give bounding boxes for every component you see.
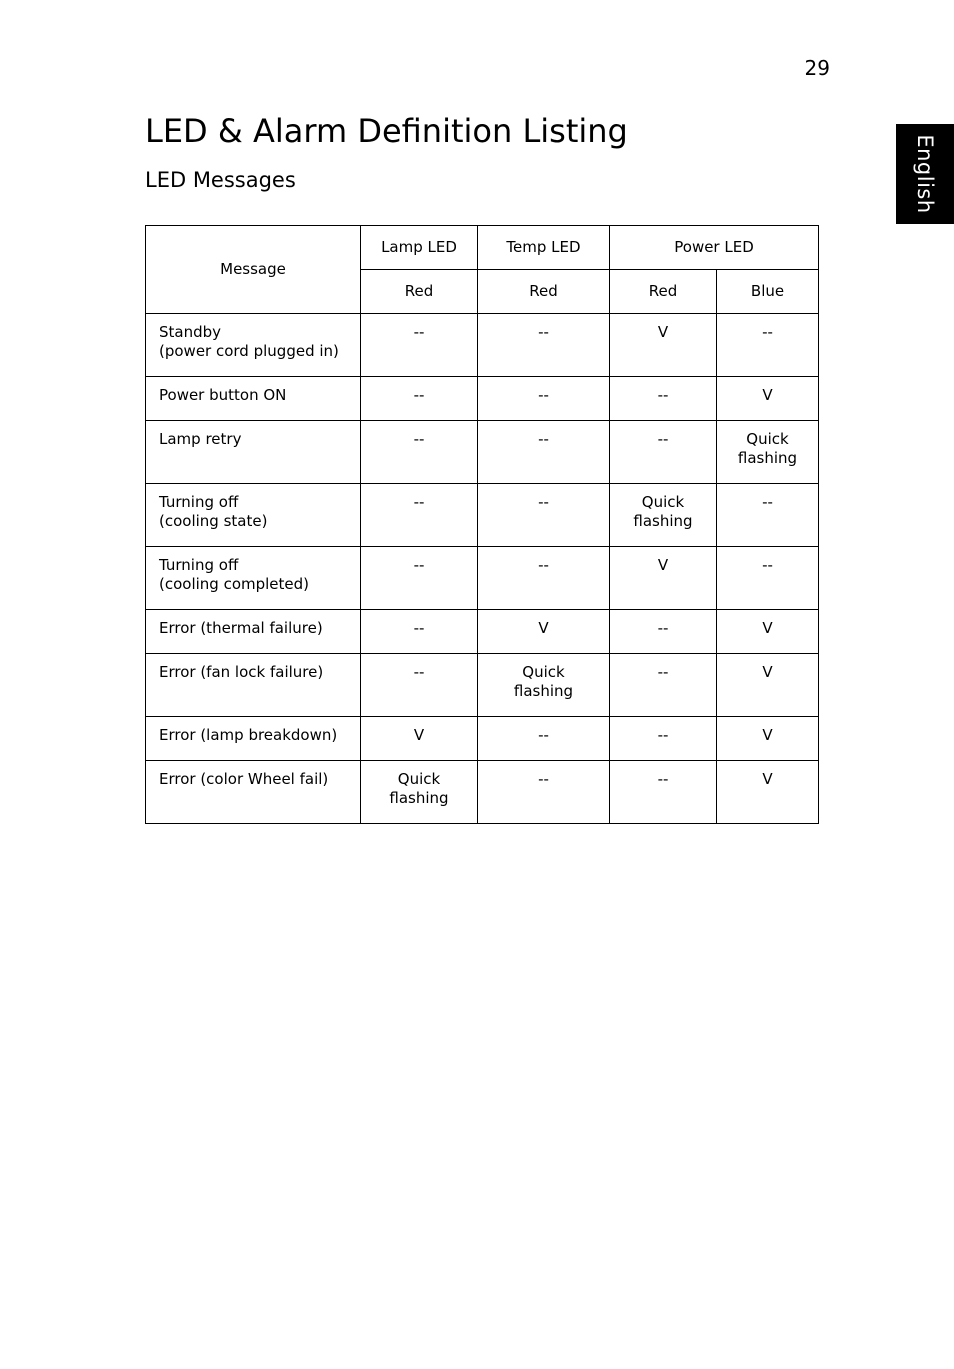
cell-text: Quick	[746, 430, 789, 448]
header-lamp-led: Lamp LED	[361, 226, 478, 270]
cell-text: --	[413, 619, 425, 637]
cell-text: Error (thermal failure)	[159, 619, 323, 637]
cell-text: --	[413, 493, 425, 511]
cell-text: (power cord plugged in)	[159, 341, 339, 360]
cell-text: Lamp retry	[159, 430, 242, 448]
cell-power-red	[610, 484, 717, 547]
cell-power-red	[610, 610, 717, 654]
cell-text: --	[762, 493, 773, 511]
table-row	[146, 547, 819, 610]
cell-text: --	[657, 386, 669, 404]
cell-text: --	[413, 556, 425, 574]
cell-text: --	[762, 556, 773, 574]
cell-text: --	[413, 430, 425, 448]
language-tab	[896, 124, 954, 224]
cell-text: Turning off	[159, 493, 239, 511]
cell-text: V	[657, 323, 669, 341]
cell-text: V	[762, 619, 773, 637]
cell-message	[146, 717, 361, 761]
cell-power-blue	[717, 421, 819, 484]
cell-message	[146, 761, 361, 824]
cell-power-red	[610, 547, 717, 610]
cell-text: --	[538, 430, 549, 448]
cell-power-blue	[717, 547, 819, 610]
header-message: Message	[146, 226, 361, 314]
cell-text: V	[762, 770, 773, 788]
cell-power-blue	[717, 314, 819, 377]
cell-lamp	[361, 314, 478, 377]
cell-power-red	[610, 421, 717, 484]
header-temp-red: Red	[478, 270, 610, 314]
cell-text: --	[657, 770, 669, 788]
cell-text: (cooling completed)	[159, 574, 310, 593]
cell-text: --	[538, 493, 549, 511]
cell-power-blue	[717, 654, 819, 717]
cell-temp	[478, 377, 610, 421]
header-temp-led: Temp LED	[478, 226, 610, 270]
cell-text: Error (fan lock failure)	[159, 663, 324, 681]
cell-text: Standby	[159, 323, 222, 341]
header-power-red: Red	[610, 270, 717, 314]
cell-power-red	[610, 717, 717, 761]
cell-lamp	[361, 761, 478, 824]
cell-text: --	[657, 726, 669, 744]
cell-temp	[478, 654, 610, 717]
page-number: 29	[804, 56, 830, 80]
page-title: LED & Alarm Definition Listing	[145, 112, 628, 150]
cell-text: --	[762, 323, 773, 341]
cell-message	[146, 314, 361, 377]
header-power-led: Power LED	[610, 226, 819, 270]
header-power-blue: Blue	[717, 270, 819, 314]
cell-text: V	[762, 386, 773, 404]
cell-lamp	[361, 654, 478, 717]
cell-temp	[478, 610, 610, 654]
cell-text: Quick	[522, 663, 565, 681]
cell-text: --	[657, 663, 669, 681]
cell-lamp	[361, 547, 478, 610]
cell-power-blue	[717, 717, 819, 761]
language-tab-label: English	[913, 134, 937, 214]
cell-text: V	[413, 726, 425, 744]
cell-text: --	[538, 770, 549, 788]
cell-power-red	[610, 314, 717, 377]
cell-text: --	[413, 663, 425, 681]
cell-power-blue	[717, 761, 819, 824]
cell-text: --	[538, 386, 549, 404]
header-row-top	[146, 226, 819, 270]
table-row	[146, 654, 819, 717]
table-row	[146, 761, 819, 824]
cell-message	[146, 547, 361, 610]
table-header	[146, 226, 819, 314]
cell-lamp	[361, 484, 478, 547]
cell-power-blue	[717, 484, 819, 547]
cell-text: --	[538, 556, 549, 574]
cell-power-blue	[717, 377, 819, 421]
cell-lamp	[361, 421, 478, 484]
cell-text: V	[762, 663, 773, 681]
table-row	[146, 717, 819, 761]
cell-text: --	[413, 386, 425, 404]
cell-temp	[478, 421, 610, 484]
cell-temp	[478, 717, 610, 761]
cell-text: Error (color Wheel fail)	[159, 770, 329, 788]
table-body	[146, 314, 819, 824]
cell-text: flashing	[737, 448, 798, 467]
cell-temp	[478, 484, 610, 547]
header-lamp-red: Red	[361, 270, 478, 314]
cell-text: --	[657, 619, 669, 637]
table-row	[146, 421, 819, 484]
cell-message	[146, 484, 361, 547]
cell-temp	[478, 761, 610, 824]
cell-message	[146, 377, 361, 421]
cell-text: Turning off	[159, 556, 239, 574]
cell-text: flashing	[513, 681, 574, 700]
cell-message	[146, 421, 361, 484]
cell-temp	[478, 547, 610, 610]
table-row	[146, 610, 819, 654]
cell-text: V	[657, 556, 669, 574]
table-row	[146, 314, 819, 377]
table-row	[146, 484, 819, 547]
cell-temp	[478, 314, 610, 377]
cell-power-blue	[717, 610, 819, 654]
cell-text: Error (lamp breakdown)	[159, 726, 338, 744]
section-subtitle: LED Messages	[145, 168, 296, 192]
cell-text: flashing	[389, 788, 449, 807]
cell-text: Power button ON	[159, 386, 287, 404]
cell-lamp	[361, 717, 478, 761]
cell-text: Quick	[641, 493, 685, 511]
cell-message	[146, 654, 361, 717]
cell-text: --	[538, 323, 549, 341]
cell-text: Quick	[397, 770, 441, 788]
cell-text: --	[657, 430, 669, 448]
cell-text: V	[538, 619, 549, 637]
cell-power-red	[610, 761, 717, 824]
cell-power-red	[610, 377, 717, 421]
cell-text: flashing	[633, 511, 693, 530]
cell-message	[146, 610, 361, 654]
cell-lamp	[361, 377, 478, 421]
cell-text: V	[762, 726, 773, 744]
cell-lamp	[361, 610, 478, 654]
cell-text: --	[413, 323, 425, 341]
table-row	[146, 377, 819, 421]
cell-power-red	[610, 654, 717, 717]
cell-text: --	[538, 726, 549, 744]
cell-text: (cooling state)	[159, 511, 268, 530]
led-messages-table	[145, 225, 819, 824]
